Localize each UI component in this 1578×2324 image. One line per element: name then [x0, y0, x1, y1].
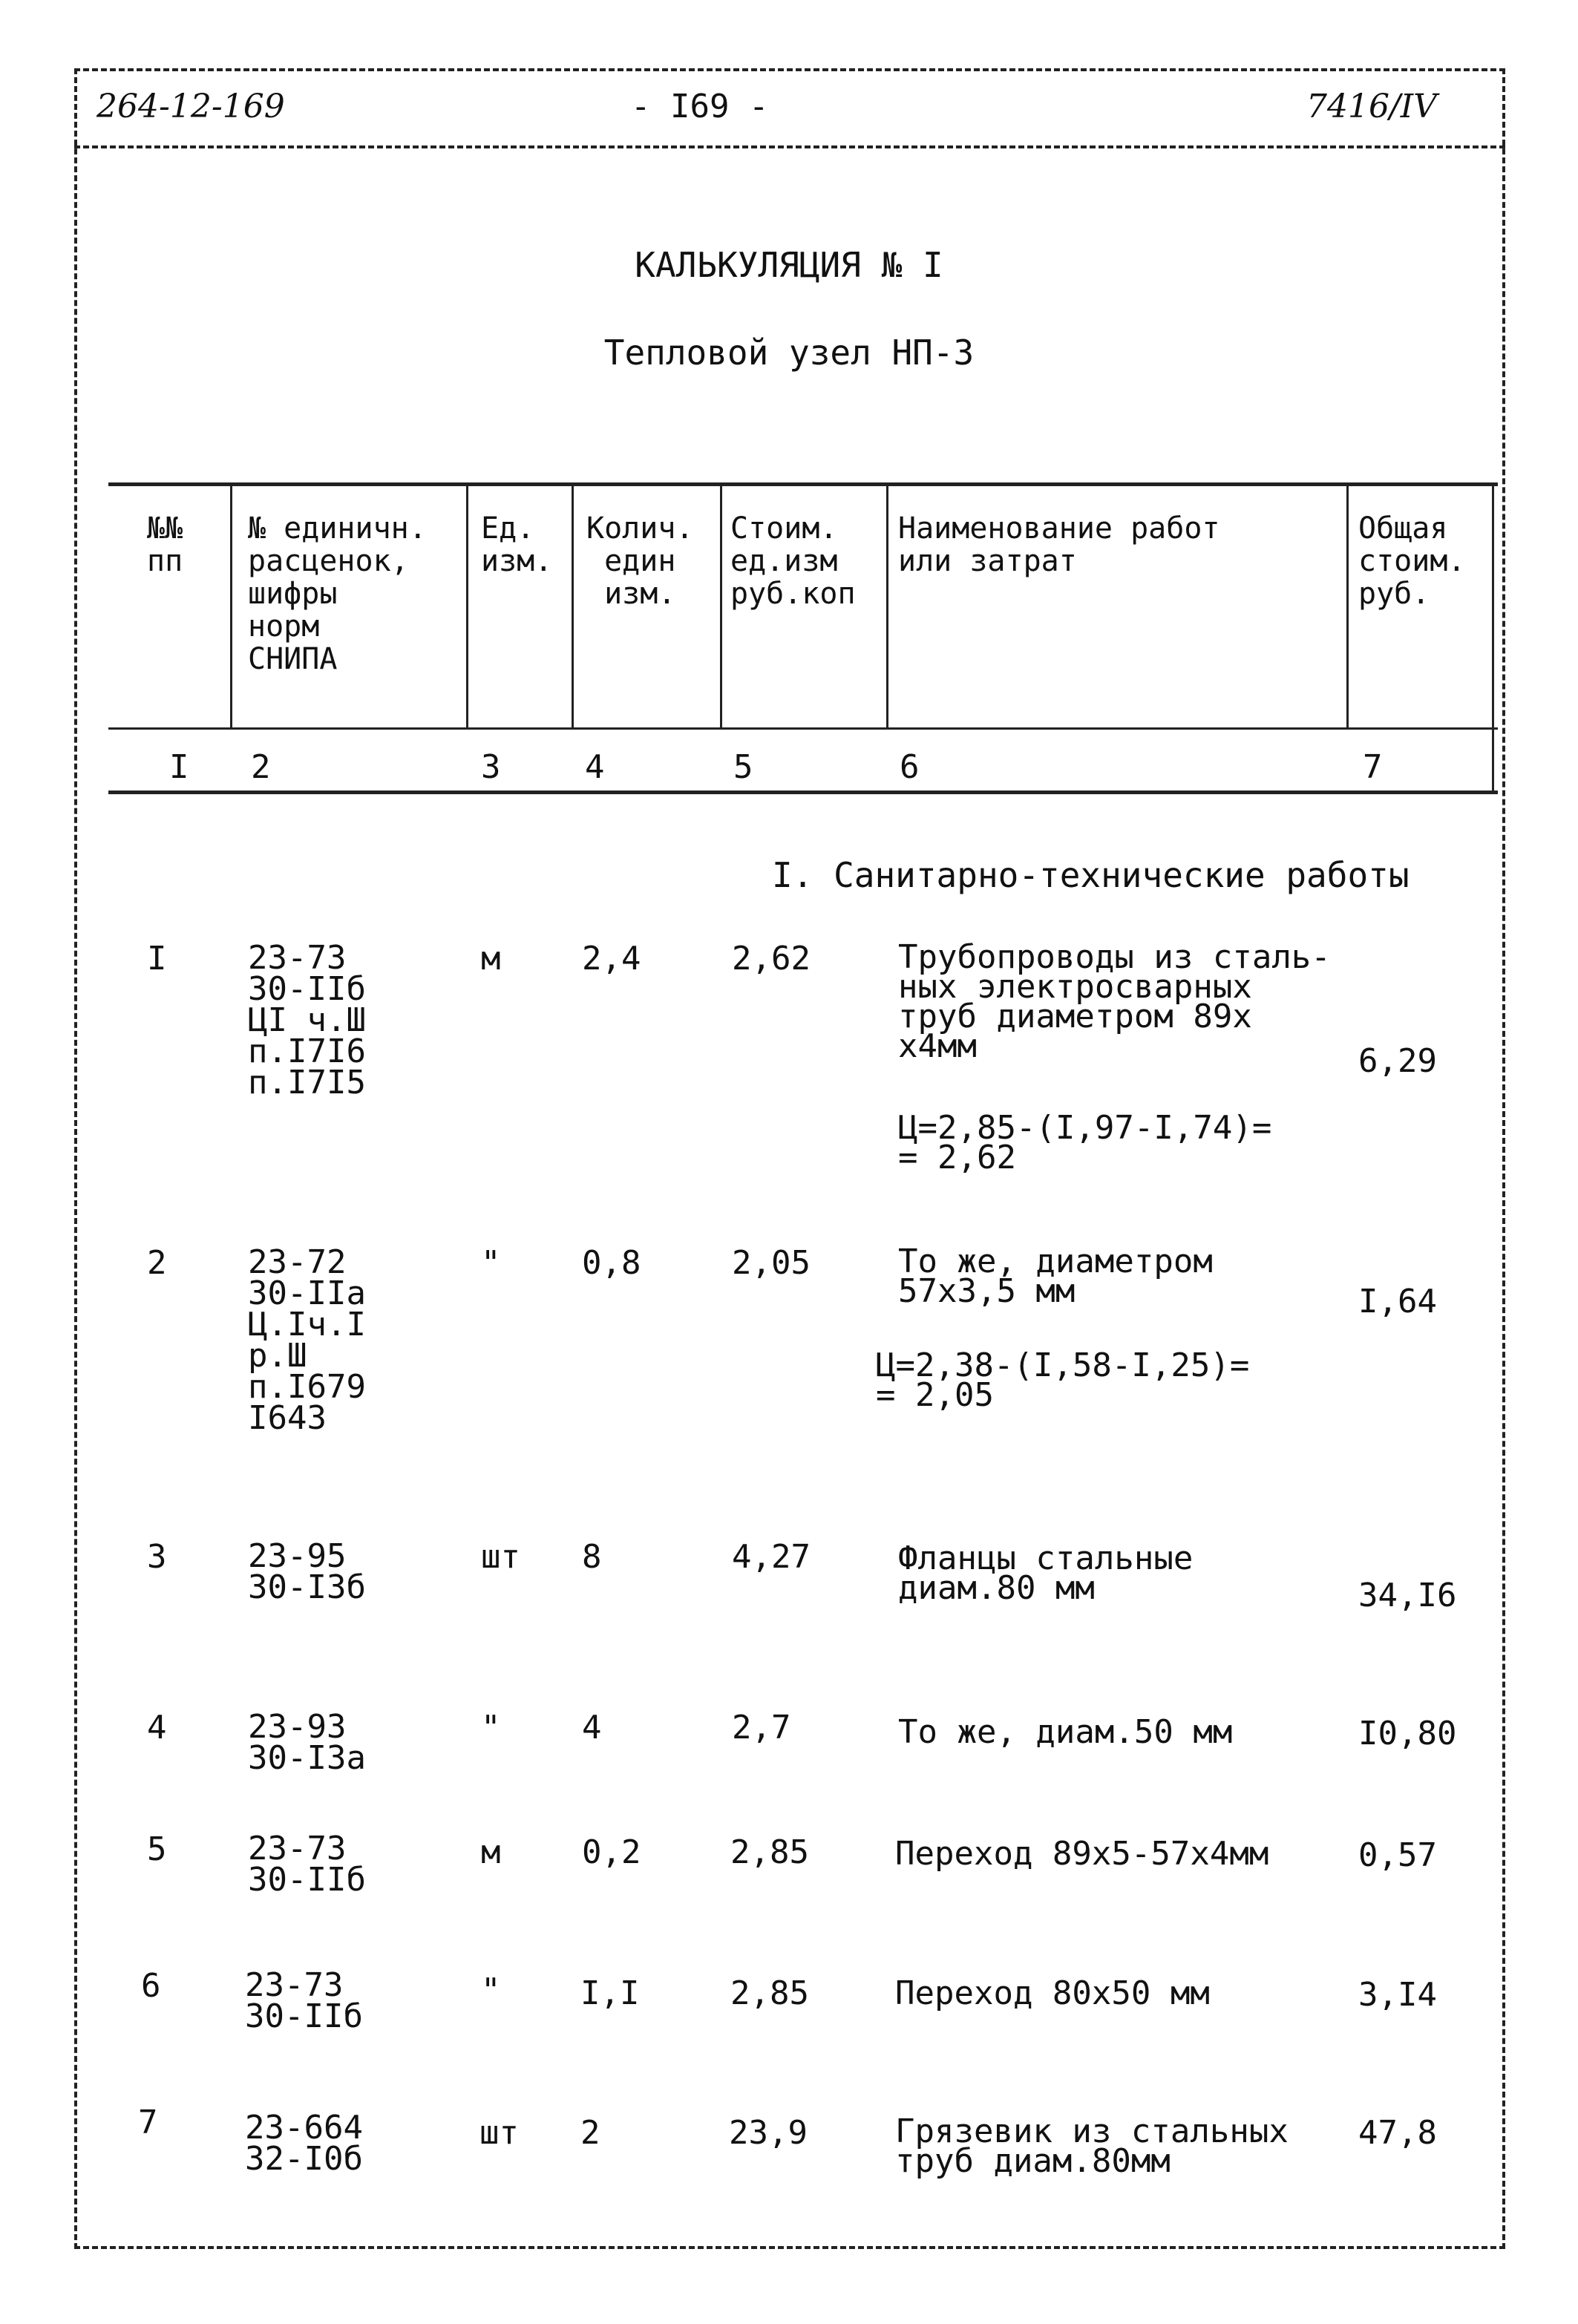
work-description: Переход 80х50 мм [895, 1974, 1210, 2012]
column-divider [230, 482, 232, 727]
page-number: - I69 - [631, 88, 769, 125]
rate-code: 23-664 32-I0б [245, 2109, 363, 2178]
col-header-number: №№ пп [147, 511, 183, 578]
quantity: 2,4 [582, 940, 641, 978]
rate-code: 23-93 30-I3а [248, 1708, 366, 1777]
quantity: 0,2 [582, 1833, 641, 1871]
unit: м [481, 940, 501, 978]
document-code: 264-12-169 [96, 88, 285, 125]
row-number: 4 [147, 1709, 167, 1747]
price-formula: Ц=2,38-(I,58-I,25)= = 2,05 [876, 1346, 1250, 1414]
page-subtitle: Тепловой узел НП-3 [603, 333, 975, 373]
col-header-code: № единичн. расценок, шифры норм СНИПА [248, 511, 427, 676]
page-title: КАЛЬКУЛЯЦИЯ № I [635, 245, 943, 285]
rate-code: 23-72 30-IIа Ц.Iч.I р.Ш п.I679 I643 [248, 1243, 366, 1437]
quantity: 2 [580, 2114, 600, 2152]
rate-code: 23-95 30-I3б [248, 1537, 366, 1606]
row-number: 2 [147, 1244, 167, 1282]
column-divider [886, 482, 888, 727]
unit: " [481, 1971, 501, 2009]
column-divider [1492, 727, 1494, 794]
row-number: 3 [147, 1538, 167, 1576]
work-description: Трубопроводы из сталь- ных электросварных труб диаметром 89х х4мм [898, 938, 1331, 1065]
header-rule [108, 727, 1498, 730]
unit-price: 2,05 [732, 1244, 811, 1282]
total-cost: 3,I4 [1358, 1976, 1437, 2014]
header-divider [74, 145, 1505, 148]
work-description: То же, диаметром 57х3,5 мм [898, 1243, 1213, 1310]
unit-price: 2,7 [732, 1709, 791, 1747]
col-header-total: Общая стоим. руб. [1358, 511, 1466, 611]
unit: шт [481, 1538, 520, 1576]
rate-code: 23-73 30-IIб ЦI ч.Ш п.I7I6 п.I7I5 [248, 939, 366, 1102]
quantity: 0,8 [582, 1244, 641, 1282]
column-divider [466, 482, 468, 727]
total-cost: 47,8 [1358, 2114, 1437, 2152]
page-frame [74, 68, 1505, 2249]
price-formula: Ц=2,85-(I,97-I,74)= = 2,62 [898, 1109, 1272, 1176]
col-number: 5 [733, 748, 753, 786]
row-number: 5 [147, 1830, 167, 1868]
unit: " [481, 1709, 501, 1747]
unit-price: 4,27 [732, 1538, 811, 1576]
rate-code: 23-73 30-IIб [248, 1830, 366, 1899]
total-cost: 34,I6 [1358, 1577, 1457, 1614]
unit: м [481, 1833, 501, 1871]
rate-code: 23-73 30-IIб [245, 1966, 363, 2035]
work-description: Переход 89х5-57х4мм [895, 1835, 1269, 1873]
work-description: Грязевик из стальных труб диам.80мм [895, 2112, 1289, 2180]
col-number: 4 [585, 748, 605, 786]
col-number: 6 [900, 748, 920, 786]
unit: " [481, 1244, 501, 1282]
column-divider [572, 482, 574, 727]
total-cost: I0,80 [1358, 1715, 1457, 1752]
col-header-quantity: Колич. един изм. [586, 511, 694, 611]
column-divider [720, 482, 722, 727]
col-number: 3 [481, 748, 501, 786]
col-number: I [169, 748, 189, 786]
column-divider [1346, 482, 1349, 727]
unit-price: 23,9 [729, 2114, 808, 2152]
col-header-description: Наименование работ или затрат [898, 511, 1220, 578]
unit-price: 2,85 [730, 1974, 809, 2012]
archive-number: 7416/IV [1306, 88, 1437, 125]
work-description: То же, диам.50 мм [898, 1713, 1233, 1751]
unit: шт [479, 2114, 519, 2152]
row-number: 7 [138, 2104, 158, 2141]
quantity: 8 [582, 1538, 602, 1576]
row-number: 6 [141, 1967, 161, 2005]
quantity: I,I [580, 1974, 640, 2012]
total-cost: I,64 [1358, 1283, 1437, 1320]
total-cost: 6,29 [1358, 1042, 1437, 1080]
section-title: I. Санитарно-технические работы [772, 855, 1410, 895]
col-number: 7 [1363, 748, 1383, 786]
work-description: Фланцы стальные диам.80 мм [898, 1539, 1194, 1607]
total-cost: 0,57 [1358, 1836, 1437, 1874]
col-header-unit: Ед. изм. [481, 511, 553, 578]
col-number: 2 [251, 748, 271, 786]
quantity: 4 [582, 1709, 602, 1747]
row-number: I [147, 940, 167, 978]
col-header-price: Стоим. ед.изм руб.коп [730, 511, 856, 611]
unit-price: 2,62 [732, 940, 811, 978]
column-divider [1492, 482, 1494, 727]
unit-price: 2,85 [730, 1833, 809, 1871]
